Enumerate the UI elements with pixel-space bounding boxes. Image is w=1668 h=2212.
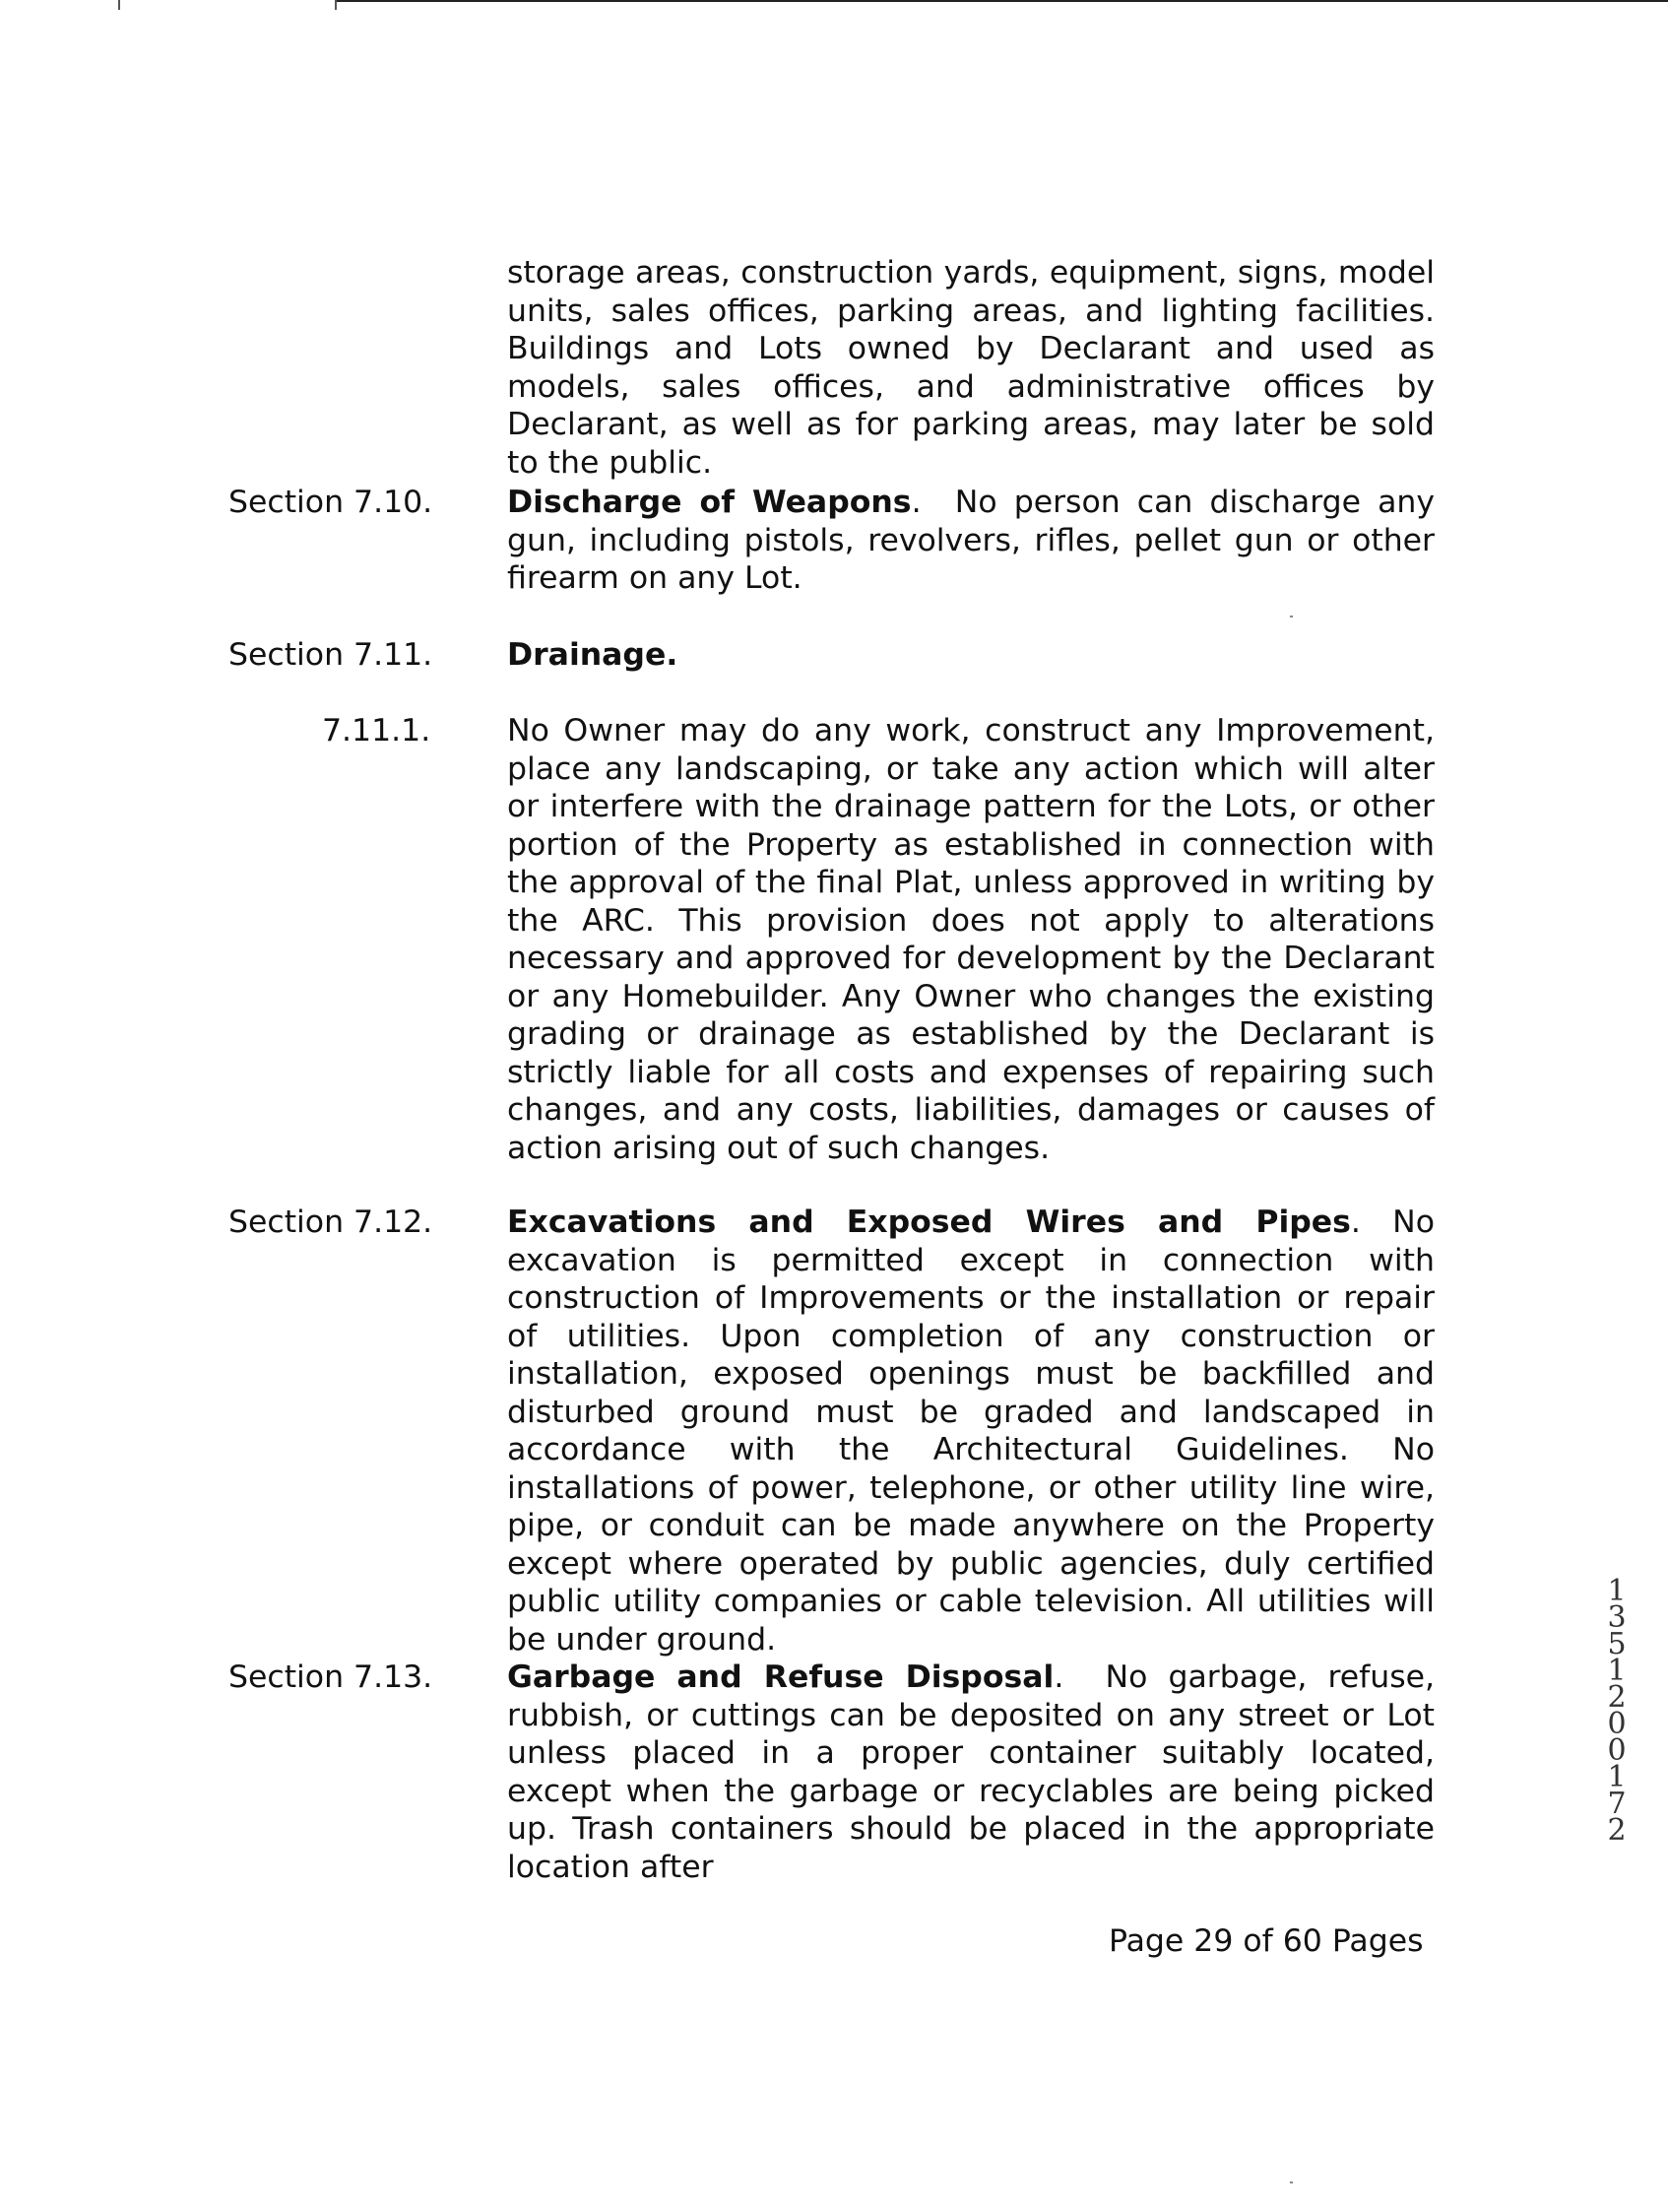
section-number: Section 7.11.: [228, 637, 433, 673]
recording-number-stamp: 13512 00172: [1607, 1574, 1627, 1848]
section-body: No excavation is permitted except in connection with construction of Improvements or the installation or repair of utilities. Upon completion of any construction or installation, exposed openings must be backfilled and disturbed ground must be graded and landscaped in accordance with the Architectural Guidelines. No installations of power, telephone, or other utility line wire, pipe, or conduit can be made anywhere on the Property except where operated by public agencies, duly certified public utility companies or cable television. All utilities will be under ground.: [507, 1204, 1435, 1658]
heading-punctuation: .: [911, 485, 922, 520]
continuation-paragraph: storage areas, construction yards, equipment, signs, model units, sales offices, parking areas, and lighting facilities. Buildings and Lots owned by Declarant and used as models, sales offices, and administrative offices by Declarant, as well as for parking areas, may later be sold to the public.: [507, 255, 1435, 481]
section-number: Section 7.13.: [228, 1659, 433, 1695]
section-number: Section 7.12.: [228, 1204, 433, 1240]
section-paragraph: [507, 1659, 1435, 1886]
section-number: Section 7.10.: [228, 485, 433, 520]
top-border-line: [335, 0, 1668, 2]
top-tick-mark: [118, 0, 120, 10]
section-heading: Discharge of Weapons: [507, 485, 912, 520]
section-body: No person can discharge any gun, including pistols, revolvers, rifles, pellet gun or other firearm on any Lot.: [507, 485, 1435, 596]
subsection-paragraph: No Owner may do any work, construct any Improvement, place any landscaping, or take any action which will alter or interfere with the drainage pattern for the Lots, or other portion of the Property as established in connection with the approval of the final Plat, unless approved in writing by the ARC. This provision does not apply to alterations necessary and approved for development by the Declarant or any Homebuilder. Any Owner who changes the existing grading or drainage as established by the Declarant is strictly liable for all costs and expenses of repairing such changes, and any costs, liabilities, damages or causes of action arising out of such changes.: [507, 713, 1435, 1166]
scan-speck: [1290, 616, 1293, 618]
section-paragraph: [507, 636, 1435, 675]
section-heading: Drainage.: [507, 637, 678, 673]
section-paragraph: [507, 484, 1435, 598]
section-heading: Garbage and Refuse Disposal: [507, 1659, 1055, 1695]
section-body: No garbage, refuse, rubbish, or cuttings can be deposited on any street or Lot unless placed in a proper container suitably located, except when the garbage or recyclables are being picked up. Trash containers should be placed in the appropriate location after: [507, 1659, 1435, 1885]
heading-punctuation: .: [1350, 1204, 1361, 1240]
section-heading: Excavations and Exposed Wires and Pipes: [507, 1204, 1351, 1240]
page-footer: Page 29 of 60 Pages: [1109, 1923, 1424, 1959]
scan-speck: [1290, 2181, 1293, 2183]
heading-punctuation: .: [1054, 1659, 1064, 1695]
top-tick-mark: [335, 0, 337, 10]
subsection-number: 7.11.1.: [322, 713, 431, 748]
section-paragraph: [507, 1204, 1435, 1659]
